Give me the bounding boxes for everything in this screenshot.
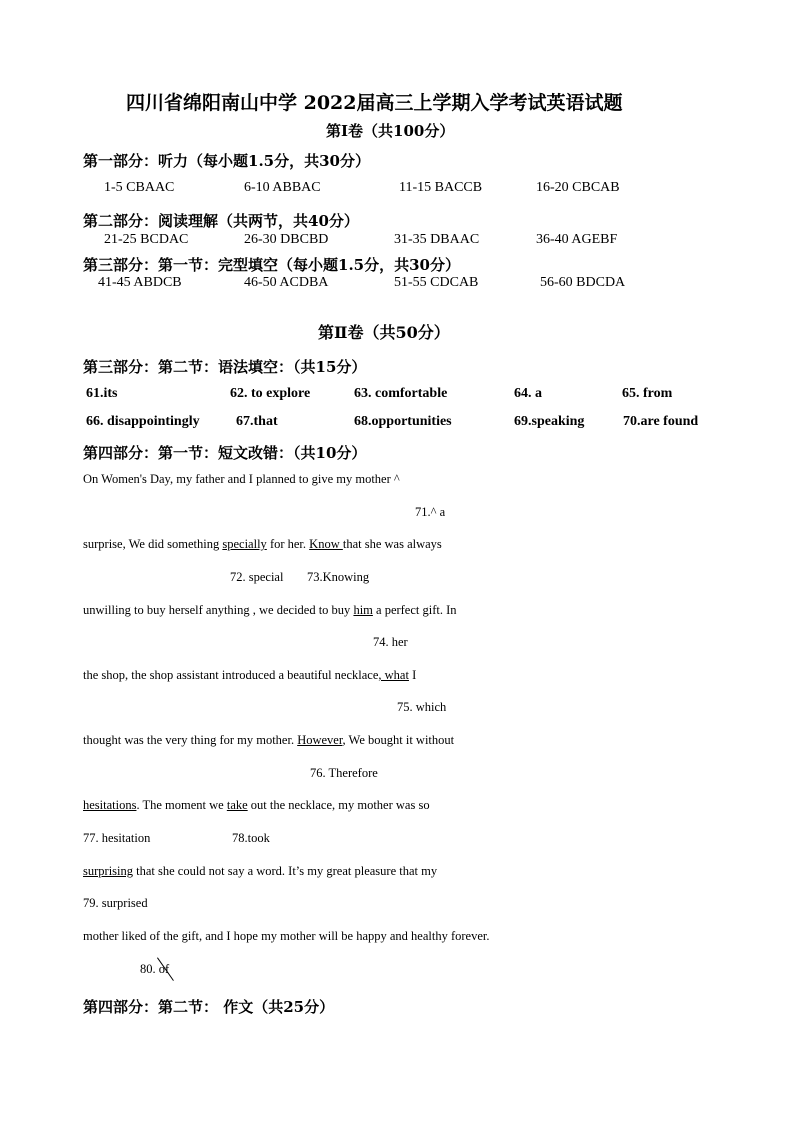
correction-75: 75. which <box>397 700 447 714</box>
part2-heading: 第二部分：阅读理解（共两节，共40分） <box>83 212 359 230</box>
correction-71: 71.^ a <box>415 505 446 519</box>
error-word-77: hesitations <box>83 798 137 812</box>
grammar-answer-70: 70.are found <box>623 414 699 429</box>
part4b-heading: 第四部分：第二节： 作文（共25分） <box>83 998 335 1016</box>
error-word-72: specially <box>222 537 267 551</box>
part3a-answer-3: 51-55 CDCAB <box>394 275 479 290</box>
passage-line-3: unwilling to buy herself anything , we decided to buy him a perfect gift. In <box>83 603 457 617</box>
passage-line-6: hesitations. The moment we take out the necklace, my mother was so <box>83 798 430 812</box>
grammar-answer-66: 66. disappointingly <box>86 414 200 429</box>
part1-answer-4: 16-20 CBCAB <box>536 180 620 195</box>
grammar-answer-68: 68.opportunities <box>354 414 452 429</box>
error-word-75: , what <box>378 668 409 682</box>
error-word-78: take <box>226 798 248 812</box>
grammar-answer-64: 64. a <box>514 386 542 401</box>
correction-80: 80. of <box>140 962 170 976</box>
grammar-answer-63: 63. comfortable <box>354 386 448 401</box>
part4a-heading: 第四部分：第一节：短文改错：（共10分） <box>83 444 367 462</box>
correction-79: 79. surprised <box>83 896 148 910</box>
passage-line-8: mother liked of the gift, and I hope my mother will be happy and healthy forever. <box>83 929 490 943</box>
correction-74: 74. her <box>373 635 408 649</box>
passage-line-5: thought was the very thing for my mother. However, We bought it without <box>83 733 455 747</box>
part3a-answer-1: 41-45 ABDCB <box>98 275 182 290</box>
error-word-74: him <box>353 603 373 617</box>
page-title: 四川省绵阳南山中学 2022届高三上学期入学考试英语试题 <box>126 92 623 114</box>
error-word-73: Know <box>309 537 343 551</box>
grammar-answer-62: 62. to explore <box>230 386 311 401</box>
grammar-answer-69: 69.speaking <box>514 414 585 429</box>
correction-78: 78.took <box>232 831 270 845</box>
correction-77: 77. hesitation <box>83 831 151 845</box>
part3a-answer-4: 56-60 BDCDA <box>540 275 626 290</box>
volume-2-heading: 第Ⅱ卷（共50分） <box>318 323 450 342</box>
grammar-answer-65: 65. from <box>622 386 673 401</box>
passage-line-7: surprising that she could not say a word. It’s my great pleasure that my <box>83 864 438 878</box>
part3a-heading: 第三部分：第一节：完型填空（每小题1.5分，共30分） <box>83 256 460 274</box>
part1-heading: 第一部分：听力（每小题1.5分，共30分） <box>83 152 370 170</box>
error-word-76: However <box>297 733 343 747</box>
volume-1-heading: 第I卷（共100分） <box>326 122 455 140</box>
part2-answer-3: 31-35 DBAAC <box>394 232 480 247</box>
grammar-answer-67: 67.that <box>236 414 278 429</box>
correction-73: 73.Knowing <box>307 570 370 584</box>
error-word-79: surprising <box>83 864 133 878</box>
correction-76: 76. Therefore <box>310 766 378 780</box>
passage-line-2: surprise, We did something specially for her. Know that she was always <box>83 537 442 551</box>
part3a-answer-2: 46-50 ACDBA <box>244 275 329 290</box>
part2-answer-1: 21-25 BCDAC <box>104 232 189 247</box>
part2-answer-4: 36-40 AGEBF <box>536 232 618 247</box>
passage-line-4: the shop, the shop assistant introduced a beautiful necklace, what I <box>83 668 417 682</box>
part1-answer-1: 1-5 CBAAC <box>104 180 175 195</box>
passage-line-1: On Women's Day, my father and I planned to give my mother ^ <box>83 472 400 486</box>
correction-72: 72. special <box>230 570 284 584</box>
part1-answer-3: 11-15 BACCB <box>399 180 483 195</box>
part3b-heading: 第三部分：第二节：语法填空：（共15分） <box>83 358 367 376</box>
part1-answer-2: 6-10 ABBAC <box>244 180 321 195</box>
grammar-answer-61: 61.its <box>86 386 118 401</box>
part2-answer-2: 26-30 DBCBD <box>244 232 329 247</box>
